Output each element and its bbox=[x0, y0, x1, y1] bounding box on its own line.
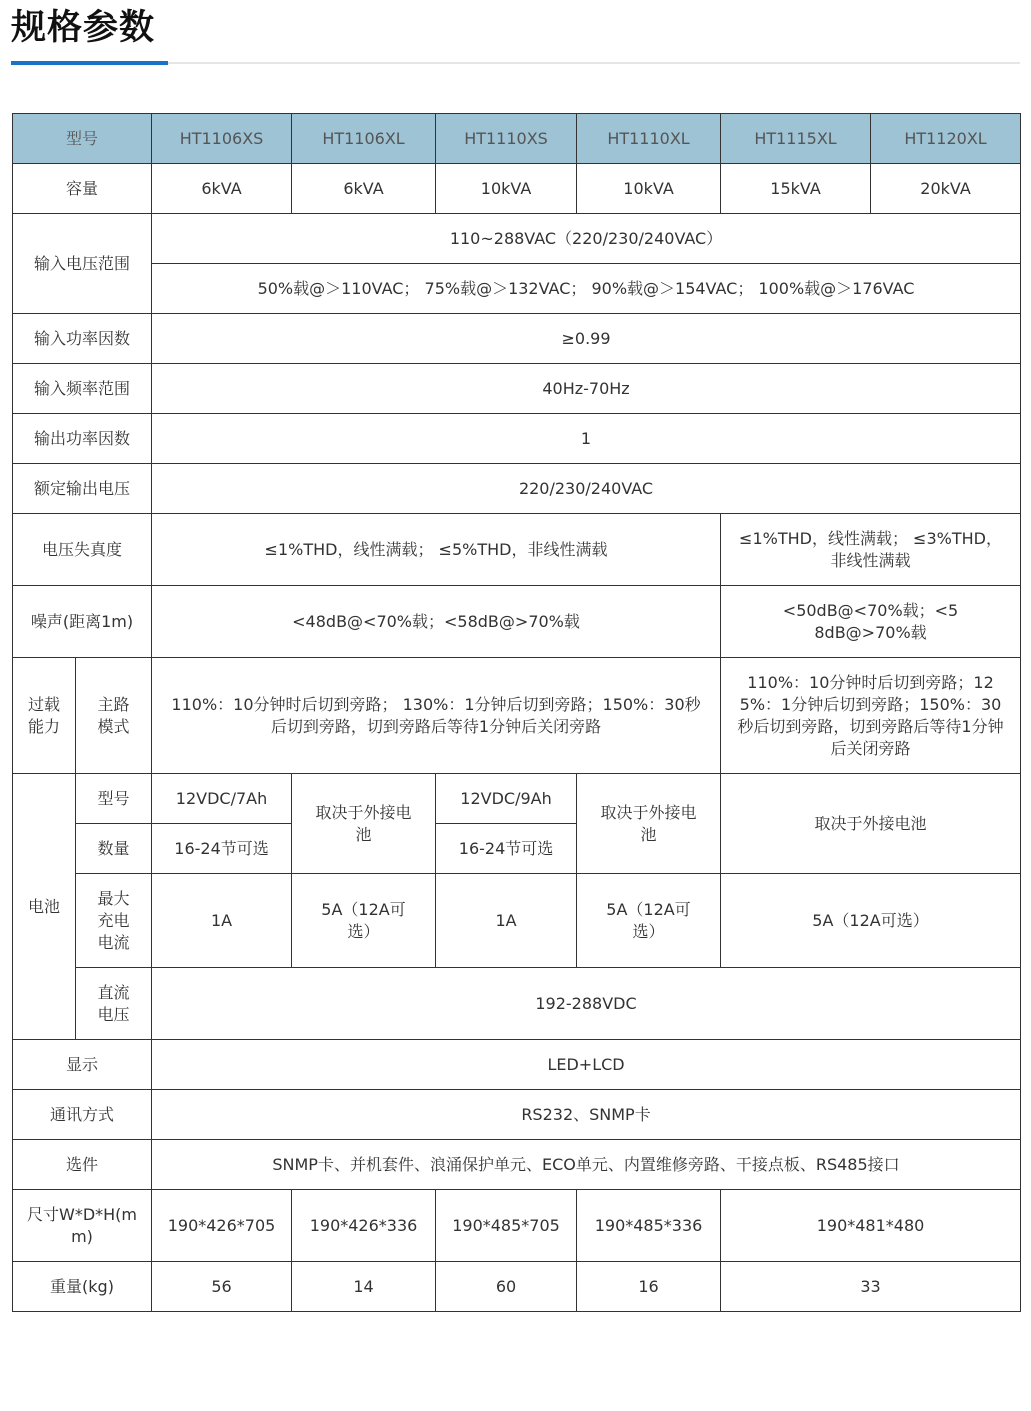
header-label: 型号 bbox=[13, 114, 152, 164]
battery-external-cell: 取决于外接电池 bbox=[292, 774, 436, 874]
battery-model-row bbox=[13, 774, 1021, 824]
input-voltage-row bbox=[13, 214, 1021, 264]
model-cell: HT1120XL bbox=[871, 114, 1021, 164]
thd-value-b: ≤1%THD，线性满载； ≤3%THD，非线性满载 bbox=[721, 514, 1021, 586]
input-pf-row bbox=[13, 314, 1021, 364]
size-cell: 190*485*705 bbox=[436, 1190, 577, 1262]
comm-value: RS232、SNMP卡 bbox=[152, 1090, 1021, 1140]
weight-cell: 56 bbox=[152, 1262, 292, 1312]
spec-table bbox=[12, 113, 1021, 1312]
display-row bbox=[13, 1040, 1021, 1090]
battery-charge-row bbox=[13, 874, 1021, 968]
sub-label: 直流电压 bbox=[76, 968, 152, 1040]
model-cell: HT1115XL bbox=[721, 114, 871, 164]
rated-output-value: 220/230/240VAC bbox=[152, 464, 1021, 514]
battery-charge-cell: 5A（12A可选） bbox=[721, 874, 1021, 968]
model-cell: HT1106XL bbox=[292, 114, 436, 164]
size-cell: 190*426*705 bbox=[152, 1190, 292, 1262]
weight-cell: 16 bbox=[577, 1262, 721, 1312]
input-pf-value: ≥0.99 bbox=[152, 314, 1021, 364]
output-pf-row bbox=[13, 414, 1021, 464]
rated-output-row bbox=[13, 464, 1021, 514]
overload-row bbox=[13, 658, 1021, 774]
battery-model-cell: 12VDC/7Ah bbox=[152, 774, 292, 824]
battery-charge-cell: 1A bbox=[152, 874, 292, 968]
row-label: 容量 bbox=[13, 164, 152, 214]
header-row bbox=[13, 114, 1021, 164]
row-label: 额定输出电压 bbox=[13, 464, 152, 514]
weight-cell: 60 bbox=[436, 1262, 577, 1312]
battery-dc-row bbox=[13, 968, 1021, 1040]
overload-value-a: 110%：10分钟时后切到旁路； 130%：1分钟后切到旁路；150%：30秒后切到旁路，切到旁路后等待1分钟后关闭旁路 bbox=[152, 658, 721, 774]
size-cell: 190*481*480 bbox=[721, 1190, 1021, 1262]
battery-dc-value: 192-288VDC bbox=[152, 968, 1021, 1040]
sub-label: 最大充电电流 bbox=[76, 874, 152, 968]
row-label: 重量(kg) bbox=[13, 1262, 152, 1312]
row-label: 电池 bbox=[13, 774, 76, 1040]
model-cell: HT1110XL bbox=[577, 114, 721, 164]
battery-charge-cell: 5A（12A可选） bbox=[577, 874, 721, 968]
battery-external-cell: 取决于外接电池 bbox=[577, 774, 721, 874]
row-label: 电压失真度 bbox=[13, 514, 152, 586]
comm-row bbox=[13, 1090, 1021, 1140]
capacity-cell: 20kVA bbox=[871, 164, 1021, 214]
battery-charge-cell: 1A bbox=[436, 874, 577, 968]
capacity-row bbox=[13, 164, 1021, 214]
capacity-cell: 6kVA bbox=[292, 164, 436, 214]
thd-value-a: ≤1%THD，线性满载； ≤5%THD，非线性满载 bbox=[152, 514, 721, 586]
page-title: 规格参数 bbox=[11, 8, 156, 48]
battery-charge-cell: 5A（12A可选） bbox=[292, 874, 436, 968]
battery-external-cell: 取决于外接电池 bbox=[721, 774, 1021, 874]
output-pf-value: 1 bbox=[152, 414, 1021, 464]
row-label: 通讯方式 bbox=[13, 1090, 152, 1140]
row-label: 显示 bbox=[13, 1040, 152, 1090]
input-voltage-load: 50%载@＞110VAC； 75%载@＞132VAC； 90%载@＞154VAC； 100%载@＞176VAC bbox=[152, 264, 1021, 314]
row-label: 选件 bbox=[13, 1140, 152, 1190]
weight-row bbox=[13, 1262, 1021, 1312]
input-voltage-load-row bbox=[13, 264, 1021, 314]
model-cell: HT1106XS bbox=[152, 114, 292, 164]
sub-label: 主路模式 bbox=[76, 658, 152, 774]
row-label: 输入功率因数 bbox=[13, 314, 152, 364]
options-value: SNMP卡、并机套件、浪涌保护单元、ECO单元、内置维修旁路、干接点板、RS485接口 bbox=[152, 1140, 1021, 1190]
row-label: 输入频率范围 bbox=[13, 364, 152, 414]
battery-count-cell: 16-24节可选 bbox=[436, 824, 577, 874]
input-freq-row bbox=[13, 364, 1021, 414]
row-label: 输出功率因数 bbox=[13, 414, 152, 464]
display-value: LED+LCD bbox=[152, 1040, 1021, 1090]
sub-label: 数量 bbox=[76, 824, 152, 874]
input-voltage-range: 110~288VAC（220/230/240VAC） bbox=[152, 214, 1021, 264]
overload-value-b: 110%：10分钟时后切到旁路；125%：1分钟后切到旁路；150%：30秒后切到旁路，切到旁路后等待1分钟后关闭旁路 bbox=[721, 658, 1021, 774]
row-label: 噪声(距离1m) bbox=[13, 586, 152, 658]
row-label: 尺寸W*D*H(mm) bbox=[13, 1190, 152, 1262]
model-cell: HT1110XS bbox=[436, 114, 577, 164]
capacity-cell: 10kVA bbox=[436, 164, 577, 214]
capacity-cell: 6kVA bbox=[152, 164, 292, 214]
battery-count-cell: 16-24节可选 bbox=[152, 824, 292, 874]
weight-cell: 14 bbox=[292, 1262, 436, 1312]
row-label: 过载能力 bbox=[13, 658, 76, 774]
capacity-cell: 15kVA bbox=[721, 164, 871, 214]
weight-cell: 33 bbox=[721, 1262, 1021, 1312]
title-accent-bar bbox=[11, 61, 168, 65]
noise-row bbox=[13, 586, 1021, 658]
battery-model-cell: 12VDC/9Ah bbox=[436, 774, 577, 824]
noise-value-a: <48dB@<70%载；<58dB@>70%载 bbox=[152, 586, 721, 658]
row-label: 输入电压范围 bbox=[13, 214, 152, 314]
sub-label: 型号 bbox=[76, 774, 152, 824]
thd-row bbox=[13, 514, 1021, 586]
noise-value-b: <50dB@<70%载；<58dB@>70%载 bbox=[721, 586, 1021, 658]
capacity-cell: 10kVA bbox=[577, 164, 721, 214]
size-row bbox=[13, 1190, 1021, 1262]
size-cell: 190*485*336 bbox=[577, 1190, 721, 1262]
options-row bbox=[13, 1140, 1021, 1190]
size-cell: 190*426*336 bbox=[292, 1190, 436, 1262]
input-freq-value: 40Hz-70Hz bbox=[152, 364, 1021, 414]
